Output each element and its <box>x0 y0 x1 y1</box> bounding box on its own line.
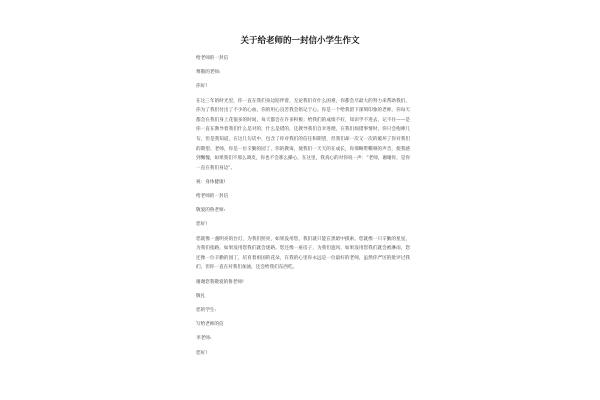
document-body <box>196 54 410 363</box>
greeting-line: 你好! <box>196 84 208 90</box>
salutation-line: 李老师: <box>196 336 212 342</box>
salutation-line: 尊敬的老师: <box>196 70 221 76</box>
body-paragraph: 您就像一盏明亮的台灯，为我们照亮，如果没用您，我们就只能在黑暗中摸索。您就像一只辛勤的星星，为我们指路，如果没用您我们就会迷路。您还像一座房子，为我们遮风，如果没用您我们就会被淋雨，您还像一位辛勤的园丁，培育着祖国的花朵，在我的心里你永远是一位最好的老师，虽然你严厉的批评过我们，但你一直在对我们加油，还会给我们东西吃。 <box>196 236 410 271</box>
closing-line: 谢谢您我敬爱的鲁老师! <box>196 279 244 285</box>
salutation-line: 敬爱的鲁老师: <box>196 208 226 214</box>
heading-line: 给老师的一封信 <box>196 194 229 200</box>
signature-line: 您的学生: <box>196 308 216 313</box>
greeting-line: 您好! <box>196 350 208 356</box>
body-paragraph: 在这三年的时光里，你一直在我们身边陪伴着，无论我们有什么困难，你都会尽最大的努力来帮助我们，你为了我们付出了不少的心血，你的用心良苦我会铭记于心。你是一个给我留下深刻印象的老师，你每天都会在我们身上花很多的时间，每天都会在许多积极；给我们的成绩不好，知识学不进去，记不住——是你一直在教导着我们什么是对的，什么是错的，还教导我们自幸进理，在我们烦错事情时，你只会咆哮几句，但是我知道，在这几句话中，包含了你对我们的信任和期望，但我们却一次又一次的破坏了你对我们的期望。老师，你是一位辛勤的园丁，你的教诲，使我们一天天的在成长，你那略带嘶哑的声音，使我感到懈愧，如果我们不那么调皮，你也不会那么操心，在这里，我真心的对你说一声：“老师，谢谢你，是你一直在我们身边”。 <box>196 98 410 171</box>
greeting-line: 您好! <box>196 222 208 228</box>
document-title: 关于给老师的一封信小学生作文 <box>240 36 360 46</box>
heading-line: 写给老师的信 <box>196 322 224 328</box>
closing-line: 祝：身体健康! <box>196 179 226 185</box>
closing-line: 敬礼 <box>196 293 206 299</box>
heading-line: 给老师的一封信 <box>196 56 229 61</box>
